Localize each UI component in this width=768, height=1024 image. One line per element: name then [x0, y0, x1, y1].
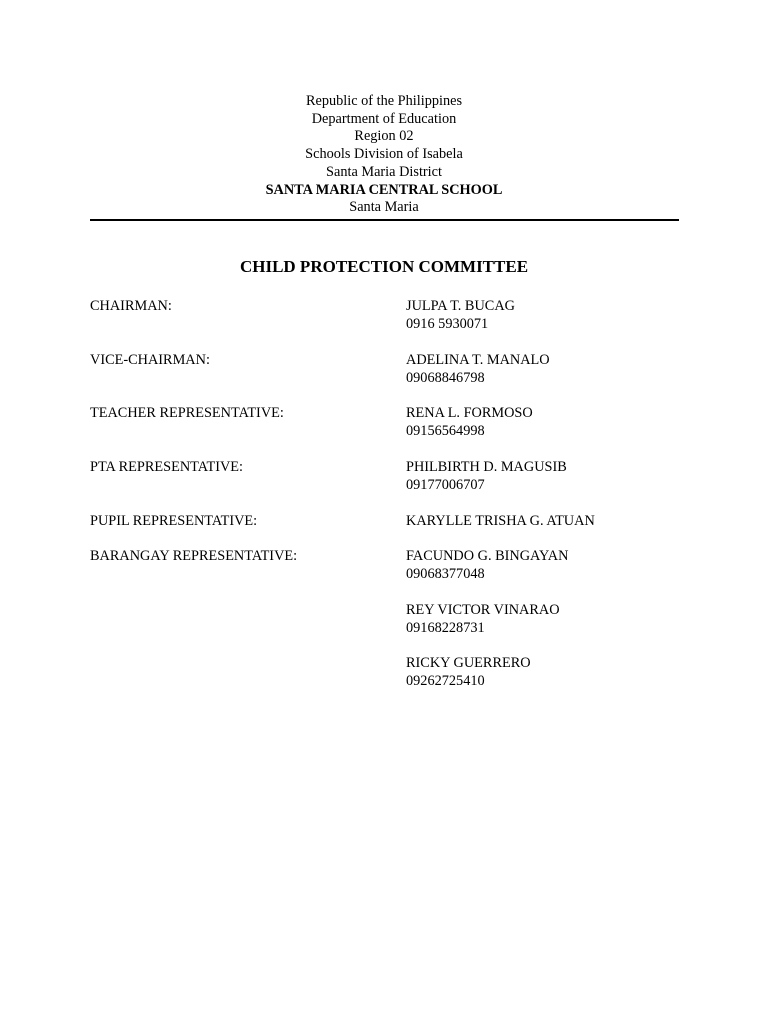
- member-name: JULPA T. BUCAG: [406, 298, 515, 314]
- member-phone: 09068377048: [406, 566, 485, 582]
- member-phone: 0916 5930071: [406, 316, 489, 332]
- member-entry: [406, 458, 567, 494]
- role-label: BARANGAY REPRESENTATIVE:: [90, 548, 298, 564]
- school-town: Santa Maria: [349, 199, 419, 216]
- letterhead-line: Department of Education: [311, 110, 457, 127]
- member-name: FACUNDO G. BINGAYAN: [406, 548, 569, 564]
- member-entry: [406, 547, 568, 583]
- member-entry: [406, 351, 550, 387]
- member-phone: 09168228731: [406, 620, 485, 636]
- role-label: TEACHER REPRESENTATIVE:: [90, 405, 284, 421]
- member-phone: 09068846798: [406, 370, 485, 386]
- member-entry: [406, 512, 595, 530]
- member-name: PHILBIRTH D. MAGUSIB: [406, 459, 567, 475]
- letterhead: [0, 93, 768, 217]
- member-entry: [406, 297, 515, 333]
- document-title: CHILD PROTECTION COMMITTEE: [239, 257, 529, 276]
- member-phone: 09156564998: [406, 423, 485, 439]
- role-label: VICE-CHAIRMAN:: [90, 352, 210, 368]
- role-label: PTA REPRESENTATIVE:: [90, 459, 243, 475]
- letterhead-line: Schools Division of Isabela: [305, 146, 463, 163]
- member-phone: 09262725410: [406, 673, 485, 689]
- member-entry: [406, 654, 531, 690]
- member-phone: 09177006707: [406, 477, 485, 493]
- role-label: CHAIRMAN:: [90, 298, 172, 314]
- letterhead-line: Region 02: [354, 128, 414, 145]
- member-name: ADELINA T. MANALO: [406, 352, 550, 368]
- school-name: SANTA MARIA CENTRAL SCHOOL: [265, 181, 503, 198]
- letterhead-line: Santa Maria District: [326, 163, 442, 180]
- member-entry: [406, 404, 533, 440]
- member-entry: [406, 601, 560, 637]
- header-divider: [90, 219, 679, 221]
- member-name: RICKY GUERRERO: [406, 655, 531, 671]
- role-label: PUPIL REPRESENTATIVE:: [90, 513, 258, 529]
- member-name: RENA L. FORMOSO: [406, 405, 533, 421]
- letterhead-line: Republic of the Philippines: [305, 93, 463, 109]
- member-name: REY VICTOR VINARAO: [406, 602, 560, 618]
- member-name: KARYLLE TRISHA G. ATUAN: [406, 513, 595, 529]
